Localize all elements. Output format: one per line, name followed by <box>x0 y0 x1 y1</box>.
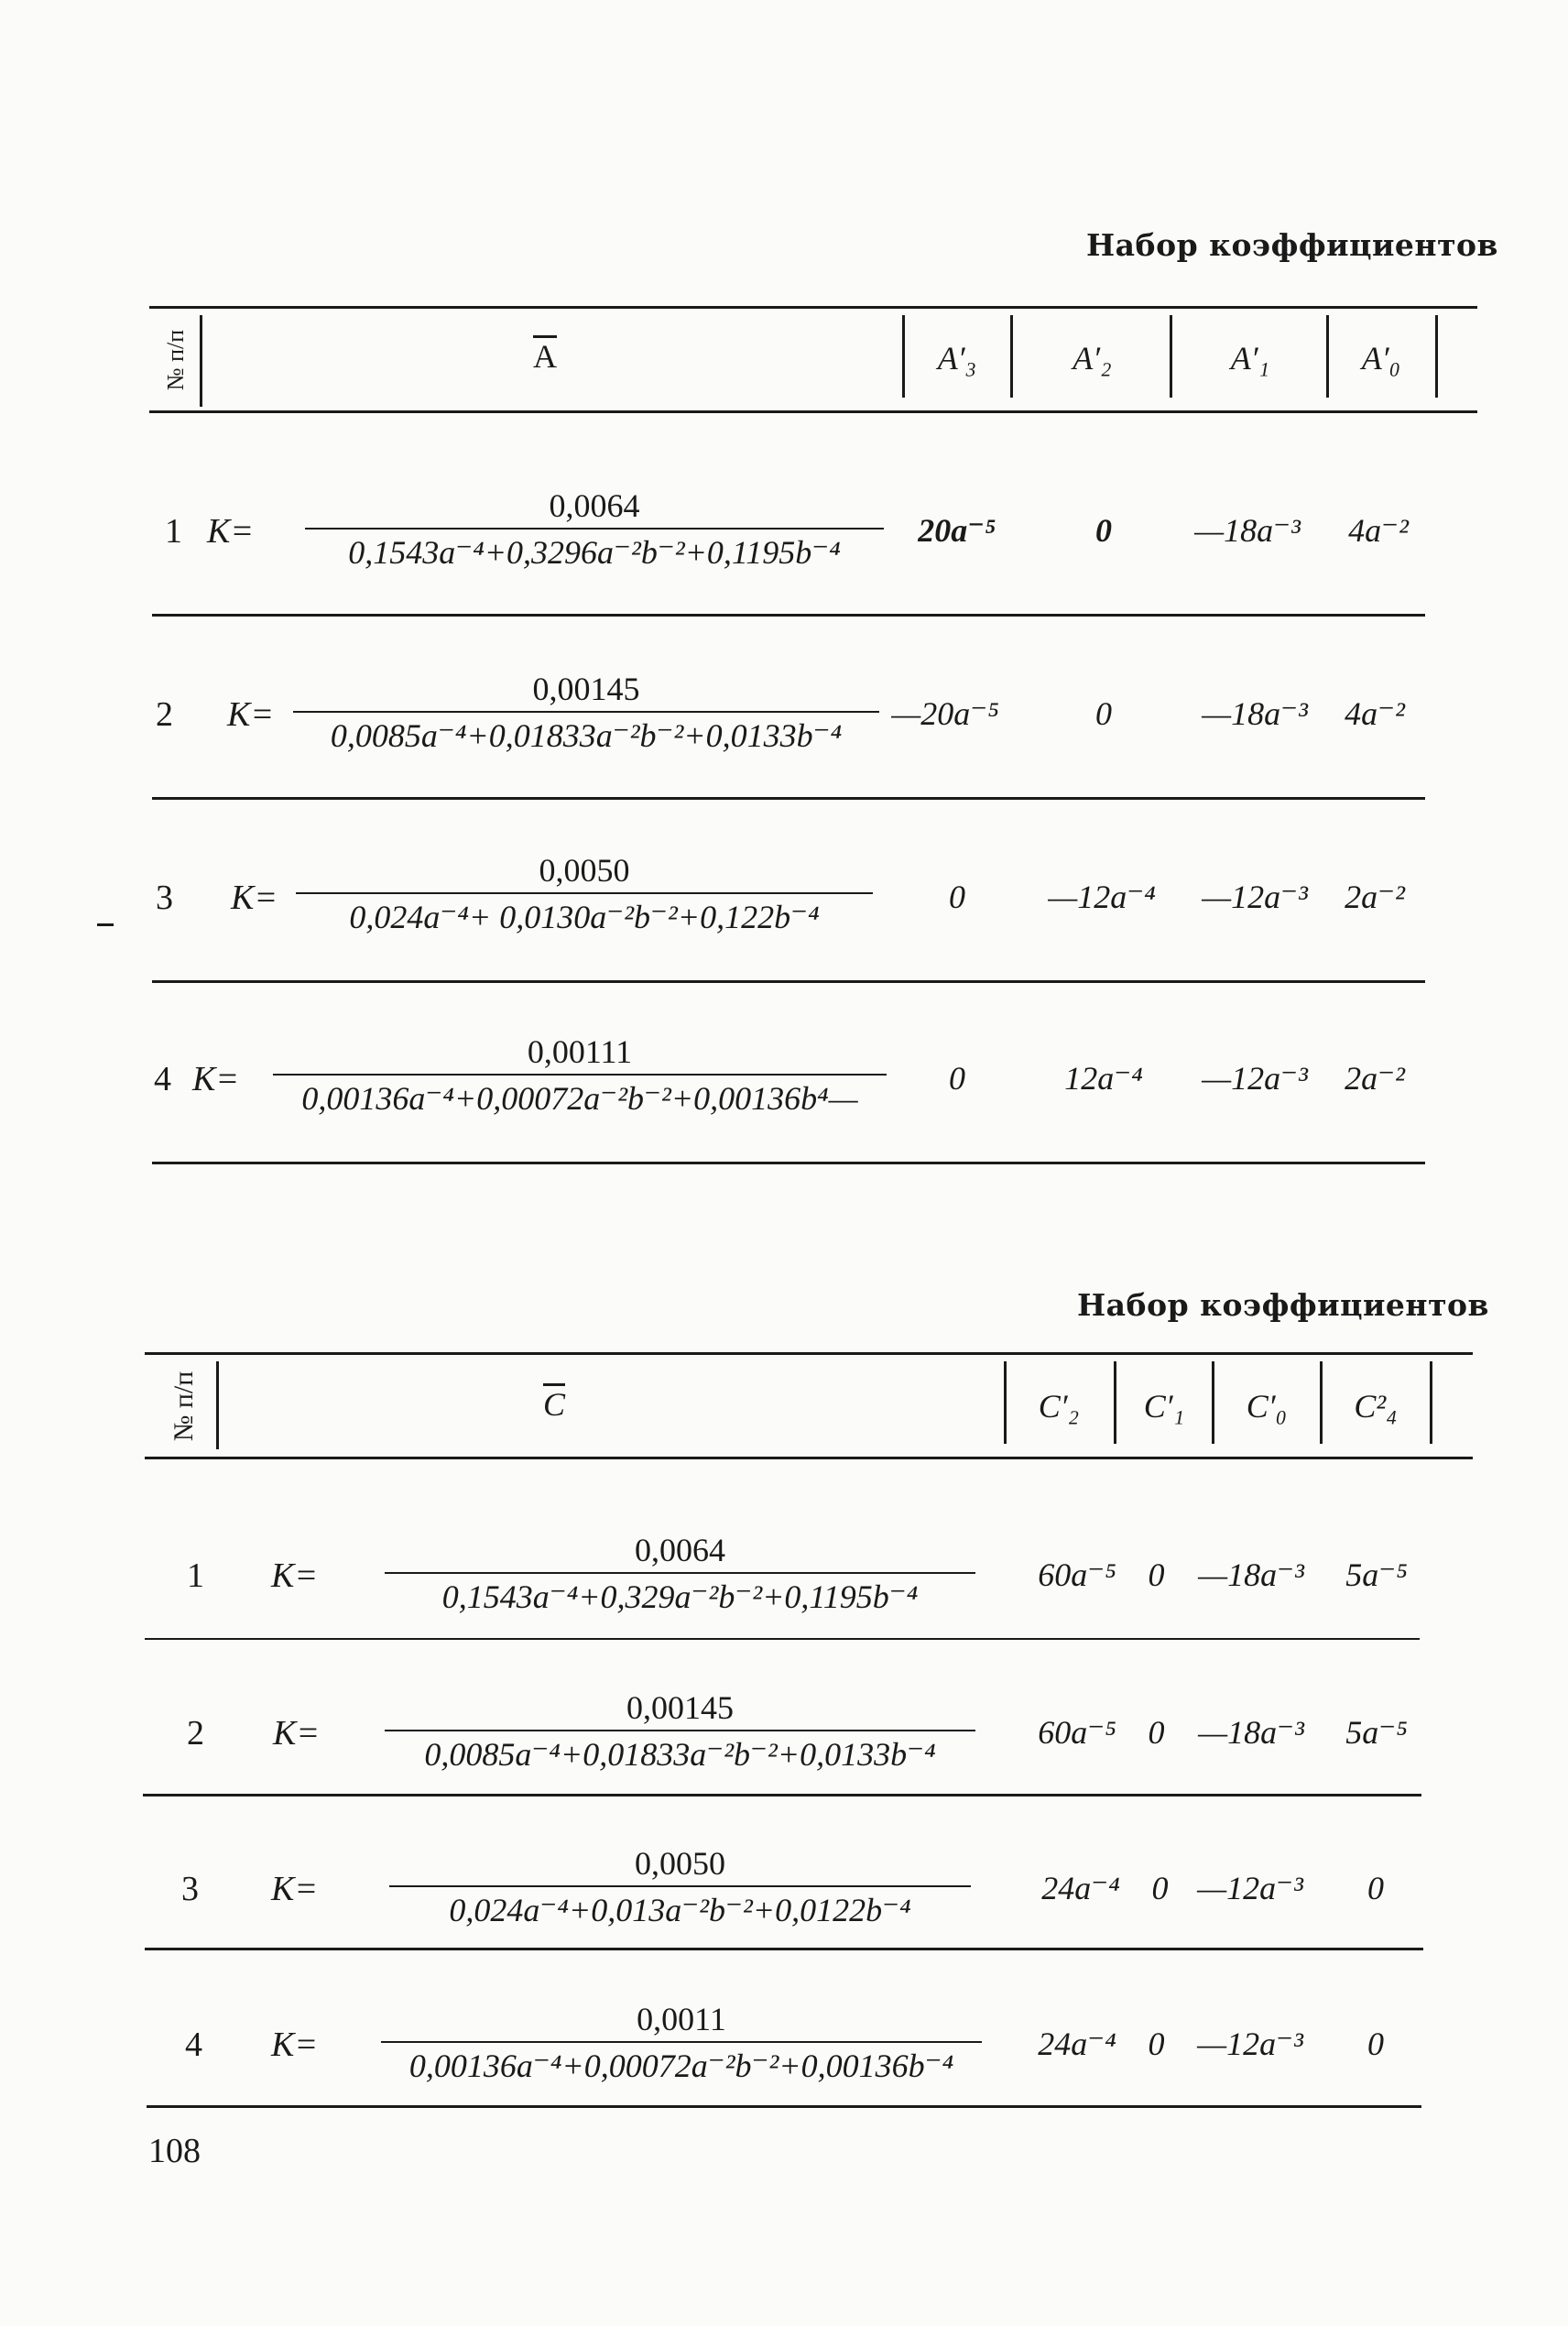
table2-cell: 0 <box>1148 1556 1165 1593</box>
table2-header-divider <box>216 1361 219 1449</box>
table2-header-col: C²₄ <box>1354 1388 1398 1425</box>
table2-cell: 0 <box>1148 2026 1165 2062</box>
fraction-bar <box>293 711 879 713</box>
table2-cell: 24a⁻⁴ <box>1041 1870 1120 1906</box>
table1-cell: 20a⁻⁵ <box>918 512 996 549</box>
table1-cell: —18a⁻³ <box>1194 512 1301 549</box>
fraction-numerator: 0,00111 <box>527 1033 633 1070</box>
table2-cell: 0 <box>1151 1870 1169 1906</box>
fraction-denominator: 0,0085a⁻⁴+0,01833a⁻²b⁻²+0,0133b⁻⁴ <box>424 1736 936 1773</box>
fraction-numerator: 0,0050 <box>539 852 630 889</box>
table2-header-divider <box>1212 1361 1214 1444</box>
table2-cell: 60a⁻⁵ <box>1038 1714 1116 1751</box>
table2-row-number: 3 <box>181 1870 199 1908</box>
table1-cell: 4a⁻² <box>1348 512 1409 549</box>
fraction-bar <box>381 2041 982 2043</box>
table1-header-rule <box>149 410 1477 413</box>
fraction-numerator: 0,0050 <box>635 1845 725 1882</box>
table1-cell: 4a⁻² <box>1345 695 1405 732</box>
table1-row-number: 3 <box>156 879 173 917</box>
table1-cell: —12a⁻⁴ <box>1048 879 1156 915</box>
table2-header-divider <box>1004 1361 1007 1444</box>
table1-row-rule <box>152 797 1425 800</box>
fraction-denominator: 0,024a⁻⁴+ 0,0130a⁻²b⁻²+0,122b⁻⁴ <box>349 899 820 935</box>
fraction-bar <box>305 528 884 530</box>
table2-row-number: 1 <box>187 1556 204 1595</box>
table2-cell: —12a⁻³ <box>1197 1870 1303 1906</box>
fraction-denominator: 0,00136a⁻⁴+0,00072a⁻²b⁻²+0,00136b⁴— <box>301 1080 858 1117</box>
table1-header-divider <box>1010 315 1013 398</box>
table2-row-rule <box>145 1948 1423 1950</box>
table1-header-divider <box>200 315 202 407</box>
table2-cell: 0 <box>1148 1714 1165 1751</box>
fraction-numerator: 0,00145 <box>532 671 640 707</box>
fraction-denominator: 0,00136a⁻⁴+0,00072a⁻²b⁻²+0,00136b⁻⁴ <box>408 2048 954 2084</box>
table2-header-no: № п/п <box>169 1370 199 1442</box>
fraction-numerator: 0,0064 <box>549 487 640 524</box>
fraction-bar <box>385 1572 975 1574</box>
table1-header-main <box>513 337 577 376</box>
table1-row-number: 2 <box>156 695 173 734</box>
table1-cell: 0 <box>1095 695 1112 732</box>
table2-cell: 60a⁻⁵ <box>1038 1556 1116 1593</box>
table2-row-fraction <box>381 1999 982 2086</box>
table2-header-main <box>522 1385 586 1424</box>
table1-header-divider <box>1326 315 1329 398</box>
table2-bottom-rule <box>147 2105 1421 2108</box>
table2-row-fraction <box>389 1843 971 1930</box>
table1-row-fraction <box>273 1032 887 1119</box>
table2-header-rule <box>145 1457 1473 1459</box>
fraction-bar <box>385 1730 975 1731</box>
page-number: 108 <box>148 2132 201 2170</box>
table2-header-divider <box>1114 1361 1116 1444</box>
table1-row-fraction <box>305 486 884 573</box>
table1-row-rule <box>152 614 1425 617</box>
table1-title: Набор коэффициентов <box>1086 227 1498 263</box>
table1-header-col: A′₁ <box>1230 340 1270 377</box>
table2-header-divider <box>1430 1361 1432 1444</box>
fraction-denominator: 0,1543a⁻⁴+0,329a⁻²b⁻²+0,1195b⁻⁴ <box>441 1578 919 1615</box>
table2-cell: 5a⁻⁵ <box>1345 1714 1408 1751</box>
fraction-denominator: 0,0085a⁻⁴+0,01833a⁻²b⁻²+0,0133b⁻⁴ <box>330 717 843 754</box>
table1-bottom-rule <box>152 1162 1425 1164</box>
table2-row-number: 2 <box>187 1714 204 1753</box>
table1-row-k: K= <box>207 512 254 551</box>
fraction-denominator: 0,1543a⁻⁴+0,3296a⁻²b⁻²+0,1195b⁻⁴ <box>348 534 841 571</box>
table2-row-k: K= <box>271 1556 318 1595</box>
table1-row-rule <box>152 980 1425 983</box>
table2-row-fraction <box>385 1687 975 1775</box>
table1-row-number: 1 <box>165 512 182 551</box>
table2-row-k: K= <box>271 1870 318 1908</box>
fraction-numerator: 0,0011 <box>637 2001 726 2037</box>
table1-cell: —12a⁻³ <box>1202 879 1308 915</box>
table2-cell: 5a⁻⁵ <box>1345 1556 1408 1593</box>
table1-header-col: A′₃ <box>937 340 977 377</box>
table2-cell: 24a⁻⁴ <box>1038 2026 1116 2062</box>
fraction-bar <box>273 1074 887 1076</box>
fraction-bar <box>296 892 873 894</box>
table1-row-fraction <box>293 669 879 756</box>
fraction-denominator: 0,024a⁻⁴+0,013a⁻²b⁻²+0,0122b⁻⁴ <box>449 1892 911 1928</box>
table1-cell: 2a⁻² <box>1345 1060 1405 1097</box>
table1-header-main-text: $\overline{A}$ <box>533 338 557 375</box>
table2-cell: —12a⁻³ <box>1197 2026 1303 2062</box>
table1-cell: —20a⁻⁵ <box>891 695 999 732</box>
table1-header-divider <box>902 315 905 398</box>
table2-row-rule <box>145 1638 1420 1640</box>
table1-header-col: A′₀ <box>1361 340 1401 377</box>
table1-header-no: № п/п <box>162 329 189 391</box>
table2-row-fraction <box>385 1530 975 1617</box>
table1-header-divider <box>1435 315 1438 398</box>
table2-header-divider <box>1320 1361 1323 1444</box>
table1-cell: 0 <box>949 879 965 915</box>
table1-cell: 0 <box>949 1060 965 1097</box>
table2-row-k: K= <box>271 2026 318 2064</box>
table2-cell: —18a⁻³ <box>1198 1714 1304 1751</box>
table2-header-main-text: $\overline{C}$ <box>542 1386 565 1423</box>
table1-row-fraction <box>296 850 873 937</box>
table1-cell: 12a⁻⁴ <box>1064 1060 1143 1097</box>
table1-top-rule <box>149 306 1477 309</box>
table1-cell: 0 <box>1095 512 1112 549</box>
table1-header-col: A′₂ <box>1073 340 1112 377</box>
stray-mark <box>97 923 114 926</box>
table2-cell: 0 <box>1367 1870 1384 1906</box>
table2-header-col: C′₀ <box>1246 1388 1288 1425</box>
fraction-bar <box>389 1885 971 1887</box>
table2-row-k: K= <box>273 1714 320 1753</box>
table1-cell: —18a⁻³ <box>1202 695 1308 732</box>
table2-cell: —18a⁻³ <box>1198 1556 1304 1593</box>
table1-row-k: K= <box>227 695 274 734</box>
table1-header-divider <box>1170 315 1172 398</box>
table2-row-number: 4 <box>185 2026 202 2064</box>
table1-row-k: K= <box>192 1060 239 1098</box>
fraction-numerator: 0,0064 <box>635 1532 725 1568</box>
table1-cell: 2a⁻² <box>1345 879 1405 915</box>
table2-top-rule <box>145 1352 1473 1355</box>
table1-row-number: 4 <box>154 1060 171 1098</box>
table2-cell: 0 <box>1367 2026 1384 2062</box>
table1-row-k: K= <box>231 879 278 917</box>
table2-row-rule <box>143 1794 1421 1796</box>
table1-cell: —12a⁻³ <box>1202 1060 1308 1097</box>
table2-header-col: C′₁ <box>1143 1388 1185 1425</box>
table2-title: Набор коэффициентов <box>1077 1287 1489 1323</box>
fraction-numerator: 0,00145 <box>626 1689 734 1726</box>
table2-header-col: C′₂ <box>1038 1388 1080 1425</box>
